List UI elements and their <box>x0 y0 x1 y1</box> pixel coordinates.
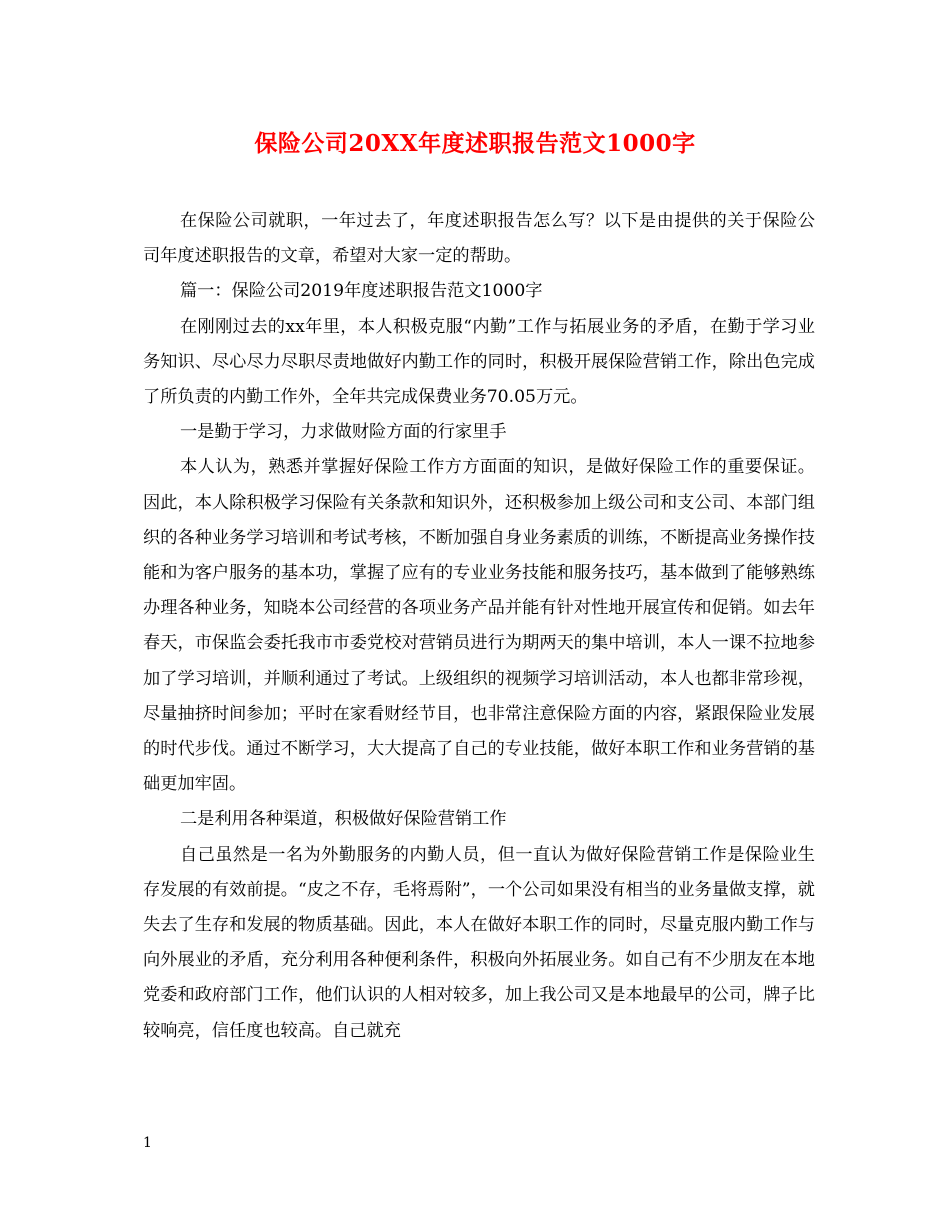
paragraph-section-heading-2: 二是利用各种渠道，积极做好保险营销工作 <box>179 809 507 830</box>
page-number: 1 <box>143 1135 152 1151</box>
document-body <box>143 204 815 1049</box>
paragraph-section-body-1: 本人认为，熟悉并掌握好保险工作方方面面的知识，是做好保险工作的重要保证。因此，本人除积极学习保险有关条款和知识外，还积极参加上级公司和支公司、本部门组织的各种业务学习培训和考试考核，不断加强自身业务素质的训练，不断提高业务操作技能和为客户服务的基本功，掌握了应有的专业业务技能和服务技巧，基本做到了能够熟练办理各种业务，知晓本公司经营的各项业务产品并能有针对性地开展宣传和促销。如去年春天，市保监会委托我市市委党校对营销员进行为期两天的集中培训，本人一课不拉地参加了学习培训，并顺利通过了考试。上级组织的视频学习培训活动，本人也都非常珍视，尽量抽挤时间参加；平时在家看财经节目，也非常注意保险方面的内容，紧跟保险业发展的时代步伐。通过不断学习，大大提高了自己的专业技能，做好本职工作和业务营销的基础更加牢固。 <box>143 457 815 795</box>
paragraph-chapter-heading: 篇一：保险公司2019年度述职报告范文1000字 <box>179 281 543 302</box>
paragraph-intro: 在保险公司就职，一年过去了，年度述职报告怎么写？以下是由提供的关于保险公司年度述职报告的文章，希望对大家一定的帮助。 <box>143 211 815 267</box>
paragraph-summary: 在刚刚过去的xx年里，本人积极克服“内勤”工作与拓展业务的矛盾，在勤于学习业务知识、尽心尽力尽职尽责地做好内勤工作的同时，积极开展保险营销工作，除出色完成了所负责的内勤工作外，全年共完成保费业务70.05万元。 <box>143 316 815 408</box>
paragraph-section-body-2: 自己虽然是一名为外勤服务的内勤人员，但一直认为做好保险营销工作是保险业生存发展的有效前提。“皮之不存，毛将焉附”，一个公司如果没有相当的业务量做支撑，就失去了生存和发展的物质基础。因此，本人在做好本职工作的同时，尽量克服内勤工作与向外展业的矛盾，充分利用各种便利条件，积极向外拓展业务。如自己有不少朋友在本地党委和政府部门工作，他们认识的人相对较多，加上我公司又是本地最早的公司，牌子比较响亮，信任度也较高。自己就充 <box>143 844 815 1041</box>
paragraph-section-heading-1: 一是勤于学习，力求做财险方面的行家里手 <box>179 422 507 443</box>
document-title: 保险公司20XX年度述职报告范文1000字 <box>254 130 696 157</box>
